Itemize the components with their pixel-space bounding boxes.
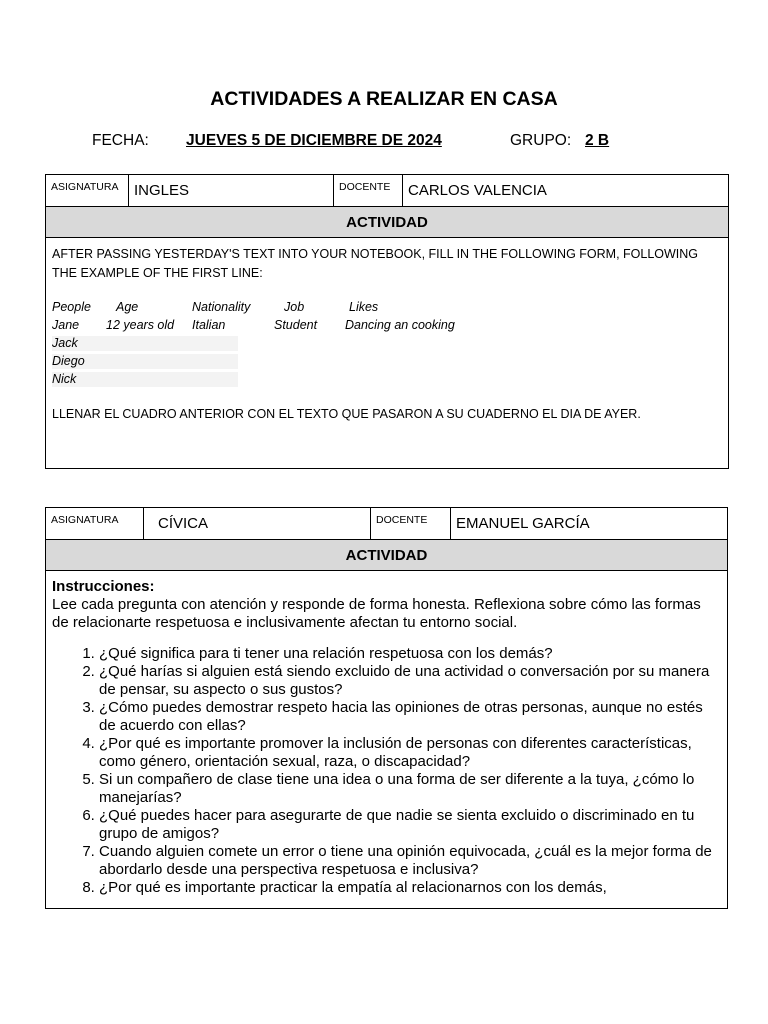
form-name-nick: Nick — [52, 372, 77, 386]
grupo-value: 2 B — [585, 132, 610, 149]
asignatura-value: CÍVICA — [144, 508, 371, 540]
fecha-label: FECHA: — [92, 132, 149, 149]
actividad-header: ACTIVIDAD — [46, 207, 729, 238]
example-age: 12 years old — [106, 318, 175, 332]
questions-list — [52, 645, 719, 897]
question-item: 2. ¿Qué harías si alguien está siendo excluido de una actividad o conversación por su manera de pensar, su aspecto o sus gustos? — [99, 663, 719, 699]
actividad-header: ACTIVIDAD — [46, 540, 728, 571]
asignatura-label: ASIGNATURA — [46, 508, 144, 540]
form-header-nationality: Nationality — [192, 300, 251, 314]
form-header-job: Job — [284, 300, 305, 314]
example-job: Student — [274, 318, 318, 332]
docente-value: EMANUEL GARCÍA — [451, 508, 728, 540]
form-header-age: Age — [116, 300, 139, 314]
asignatura-value: INGLES — [129, 175, 334, 207]
ingles-note: LLENAR EL CUADRO ANTERIOR CON EL TEXTO QUE PASARON A SU CUADERNO EL DIA DE AYER. — [52, 407, 641, 421]
form-name-jack: Jack — [52, 336, 78, 350]
instrucciones-heading: Instrucciones: — [52, 578, 155, 595]
civica-activity-table — [45, 507, 728, 909]
example-nationality: Italian — [192, 318, 226, 332]
date-group-row — [0, 132, 768, 152]
form-header-likes: Likes — [349, 300, 379, 314]
ingles-activity-content — [46, 238, 729, 469]
ingles-activity-table — [45, 174, 729, 469]
ingles-instruction: AFTER PASSING YESTERDAY'S TEXT INTO YOUR NOTEBOOK, FILL IN THE FOLLOWING FORM, FOLLOWING THE EXAMPLE OF THE FIRST LINE: — [52, 247, 699, 280]
asignatura-label: ASIGNATURA — [46, 175, 129, 207]
question-item: 1. ¿Qué significa para ti tener una relación respetuosa con los demás? — [99, 645, 719, 663]
question-item: 7. Cuando alguien comete un error o tiene una opinión equivocada, ¿cuál es la mejor forma de abordarlo desde una perspectiva respetuosa e inclusiva? — [99, 843, 719, 879]
docente-label: DOCENTE — [334, 175, 403, 207]
docente-value: CARLOS VALENCIA — [403, 175, 729, 207]
example-likes: Dancing an cooking — [345, 318, 455, 332]
instrucciones-text: Lee cada pregunta con atención y responde de forma honesta. Reflexiona sobre cómo las formas de relacionarte respetuosa e inclusivamente afectan tu entorno social. — [52, 596, 701, 631]
question-item: 6. ¿Qué puedes hacer para asegurarte de que nadie se sienta excluido o discriminado en tu grupo de amigos? — [99, 807, 719, 843]
page-title: ACTIVIDADES A REALIZAR EN CASA — [210, 88, 558, 110]
civica-activity-content — [46, 571, 728, 909]
form-name-diego: Diego — [52, 354, 85, 368]
fecha-value: JUEVES 5 DE DICIEMBRE DE 2024 — [186, 132, 442, 149]
docente-label: DOCENTE — [371, 508, 451, 540]
question-item: 4. ¿Por qué es importante promover la inclusión de personas con diferentes características, como género, orientación sexual, raza, o discapacidad? — [99, 735, 719, 771]
question-item: 8. ¿Por qué es importante practicar la empatía al relacionarnos con los demás, — [99, 879, 719, 897]
question-item: 3. ¿Cómo puedes demostrar respeto hacia las opiniones de otras personas, aunque no estés de acuerdo con ellas? — [99, 699, 719, 735]
form-header-people: People — [52, 300, 91, 314]
question-item: 5. Si un compañero de clase tiene una idea o una forma de ser diferente a la tuya, ¿cómo lo manejarías? — [99, 771, 719, 807]
example-name: Jane — [52, 318, 80, 332]
grupo-label: GRUPO: — [510, 132, 572, 149]
